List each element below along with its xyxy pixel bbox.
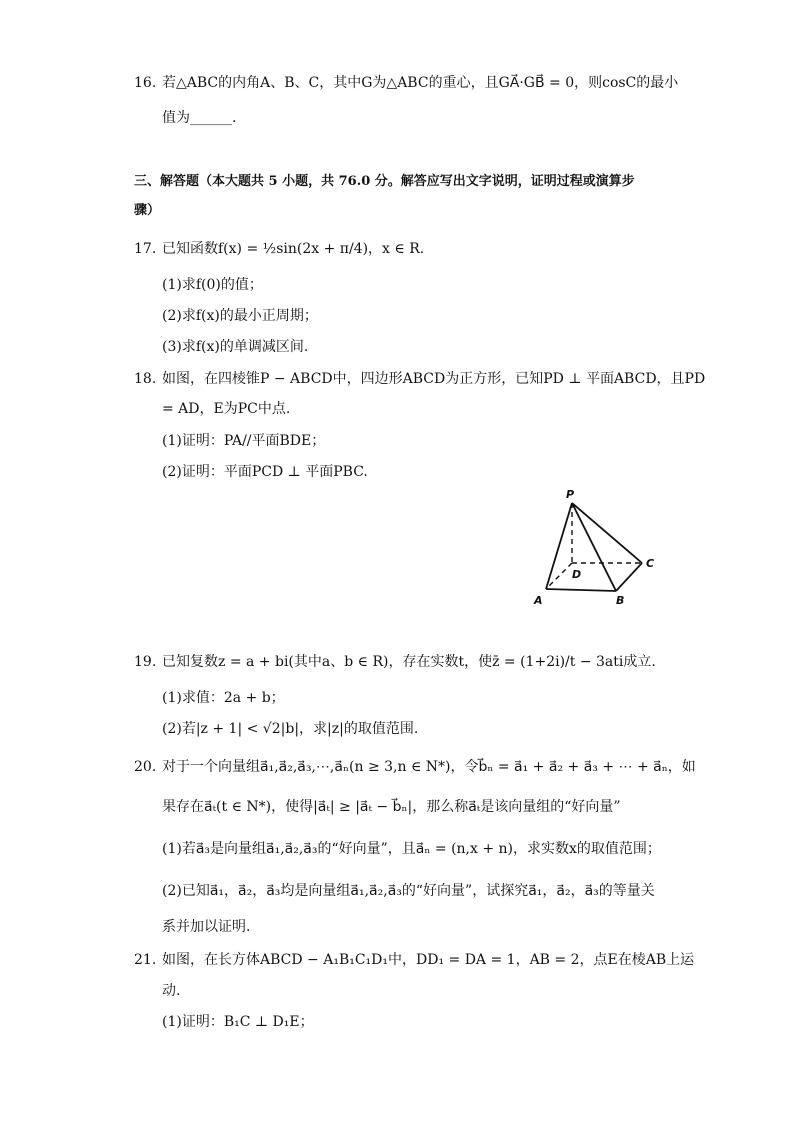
question-16-text-line1: 若△ABC的内角A、B、C，其中G为△ABC的重心，且GA⃗·GB⃗ = 0，则cosC的最小 bbox=[162, 75, 679, 91]
question-19-number: 19. bbox=[134, 654, 157, 670]
question-17-part-2: (2)求f(x)的最小正周期； bbox=[162, 308, 318, 324]
vertex-label-A: A bbox=[534, 594, 543, 607]
question-18-stem-line1: 如图，在四棱锥P − ABCD中，四边形ABCD为正方形，已知PD ⊥ 平面ABCD，且PD bbox=[162, 371, 706, 387]
question-21-stem-line2: 动. bbox=[162, 983, 181, 999]
edge-BC bbox=[616, 563, 642, 591]
question-17-part-3: (3)求f(x)的单调减区间. bbox=[162, 339, 309, 355]
question-18-number: 18. bbox=[134, 371, 157, 387]
question-20-number: 20. bbox=[134, 759, 157, 775]
question-17-part-1: (1)求f(0)的值； bbox=[162, 277, 263, 293]
question-19-stem: 已知复数z = a + bi(其中a、b ∈ R)，存在实数t，使z̄ = (1+2i)/t − 3ati成立. bbox=[162, 654, 656, 670]
question-21-stem-line1: 如图，在长方体ABCD − A₁B₁C₁D₁中，DD₁ = DA = 1，AB = 2，点E在棱AB上运 bbox=[162, 952, 695, 968]
vertex-label-D: D bbox=[572, 568, 582, 581]
question-17-number: 17. bbox=[134, 241, 157, 257]
question-20-stem-line2: 果存在a⃗ₜ(t ∈ N*)，使得|a⃗ₜ| ≥ |a⃗ₜ − b⃗ₙ|，那么称a⃗ₜ是该向量组的“好向量” bbox=[162, 799, 621, 815]
pyramid-figure bbox=[528, 486, 663, 608]
section-3-heading-line1: 三、解答题（本大题共 5 小题，共 76.0 分。解答应写出文字说明，证明过程或演算步 bbox=[134, 174, 635, 189]
question-16-text-line2: 值为______. bbox=[162, 110, 237, 126]
section-3-heading-line2: 骤） bbox=[134, 203, 161, 218]
question-18-part-1: (1)证明：PA//平面BDE； bbox=[162, 433, 326, 449]
vertex-label-C: C bbox=[646, 557, 655, 570]
question-19-part-2: (2)若|z + 1| < √2|b|，求|z|的取值范围. bbox=[162, 721, 419, 737]
question-18-stem-line2: = AD，E为PC中点. bbox=[162, 401, 291, 417]
edge-PC bbox=[572, 503, 642, 563]
edge-AB bbox=[546, 589, 616, 591]
question-19-part-1: (1)求值：2a + b； bbox=[162, 690, 285, 706]
question-20-part-2-line2: 系并加以证明. bbox=[162, 919, 251, 935]
question-21-part-1: (1)证明：B₁C ⊥ D₁E； bbox=[162, 1014, 314, 1030]
question-20-stem-line1: 对于一个向量组a⃗₁,a⃗₂,a⃗₃,⋯,a⃗ₙ(n ≥ 3,n ∈ N*)，令b⃗ₙ = a⃗₁ + a⃗₂ + a⃗₃ + ⋯ + a⃗ₙ，如 bbox=[162, 759, 696, 775]
question-21-number: 21. bbox=[134, 952, 157, 968]
vertex-label-B: B bbox=[616, 594, 625, 607]
question-20-part-2-line1: (2)已知a⃗₁，a⃗₂，a⃗₃均是向量组a⃗₁,a⃗₂,a⃗₃的“好向量”，试探究a⃗₁，a⃗₂，a⃗₃的等量关 bbox=[162, 883, 655, 899]
vertex-label-P: P bbox=[566, 488, 575, 501]
question-17-stem: 已知函数f(x) = ½sin(2x + π/4)，x ∈ R. bbox=[162, 241, 425, 257]
question-20-part-1: (1)若a⃗₃是向量组a⃗₁,a⃗₂,a⃗₃的“好向量”，且a⃗ₙ = (n,x + n)，求实数x的取值范围； bbox=[162, 841, 661, 857]
question-18-part-2: (2)证明：平面PCD ⊥ 平面PBC. bbox=[162, 464, 368, 480]
question-16-number: 16. bbox=[134, 75, 157, 91]
